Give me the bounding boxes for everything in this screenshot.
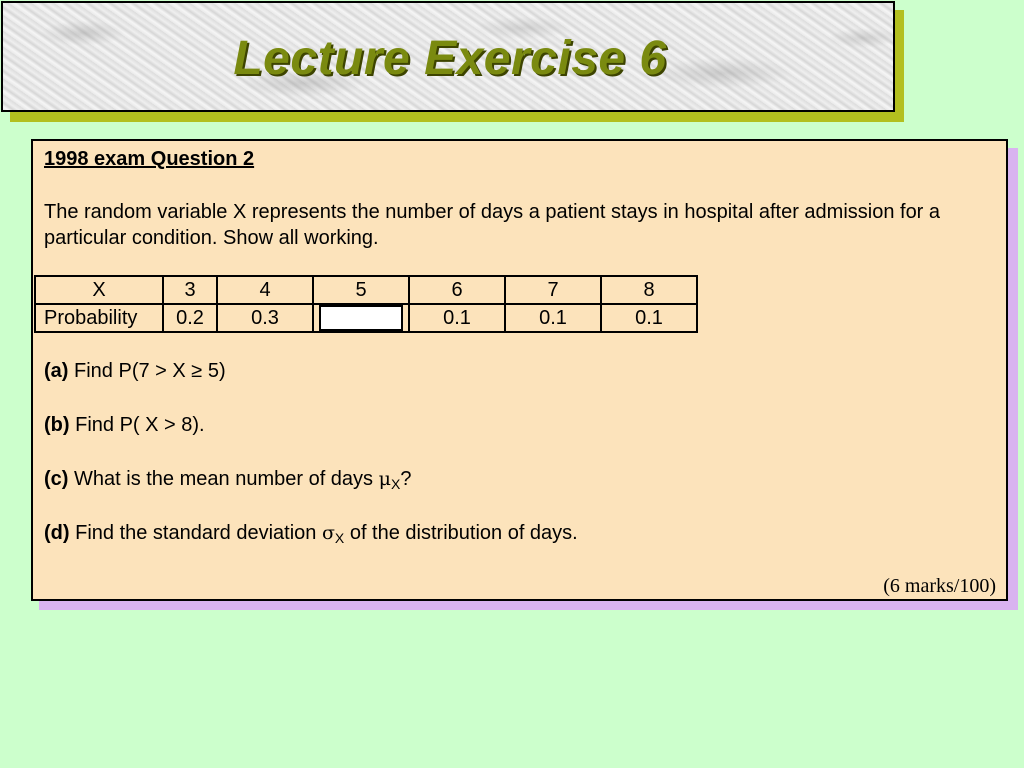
part-d: [44, 522, 578, 546]
table-cell: 0.1: [601, 304, 697, 332]
part-c: [44, 468, 411, 492]
part-b: [44, 414, 205, 437]
question-heading: 1998 exam Question 2: [44, 148, 255, 170]
mu-subscript: X: [390, 476, 401, 492]
table-cell: 0.3: [217, 304, 313, 332]
question-box: [31, 139, 1008, 601]
probability-table: [34, 275, 698, 333]
sigma-symbol: σ: [321, 522, 335, 544]
table-cell-blank: [313, 304, 409, 332]
page-title: Lecture Exercise 6: [233, 32, 667, 85]
sigma-subscript: X: [334, 530, 345, 546]
blank-answer-box[interactable]: [319, 305, 403, 331]
part-d-text-after: of the distribution of days.: [344, 522, 578, 544]
table-cell: 0.2: [163, 304, 217, 332]
title-banner: [1, 1, 895, 112]
table-row-header: [35, 276, 697, 304]
mu-symbol: μ: [378, 468, 391, 490]
table-cell: Probability: [35, 304, 163, 332]
table-row-probability: [35, 304, 697, 332]
table-cell: 0.1: [409, 304, 505, 332]
table-cell: 8: [601, 276, 697, 304]
part-b-label: (b): [44, 414, 70, 436]
part-d-label: (d): [44, 522, 70, 544]
marks-label: (6 marks/100): [883, 575, 996, 597]
part-c-label: (c): [44, 468, 69, 490]
table-cell: 3: [163, 276, 217, 304]
part-a-symbol: ≥: [191, 360, 203, 382]
table-cell: 7: [505, 276, 601, 304]
table-cell: 5: [313, 276, 409, 304]
part-b-text: Find P( X > 8).: [75, 414, 205, 436]
table-cell: 0.1: [505, 304, 601, 332]
part-a: [44, 360, 226, 383]
part-a-text-before: Find P(7 > X: [74, 360, 192, 382]
part-c-text-before: What is the mean number of days: [74, 468, 379, 490]
table-cell: 6: [409, 276, 505, 304]
question-intro: The random variable X represents the number of days a patient stays in hospital after admission for a particular condition. Show all working.: [44, 201, 941, 249]
table-cell: X: [35, 276, 163, 304]
table-cell: 4: [217, 276, 313, 304]
part-a-label: (a): [44, 360, 69, 382]
part-d-text-before: Find the standard deviation: [75, 522, 322, 544]
part-c-text-after: ?: [400, 468, 412, 490]
part-a-text-after: 5): [202, 360, 226, 382]
